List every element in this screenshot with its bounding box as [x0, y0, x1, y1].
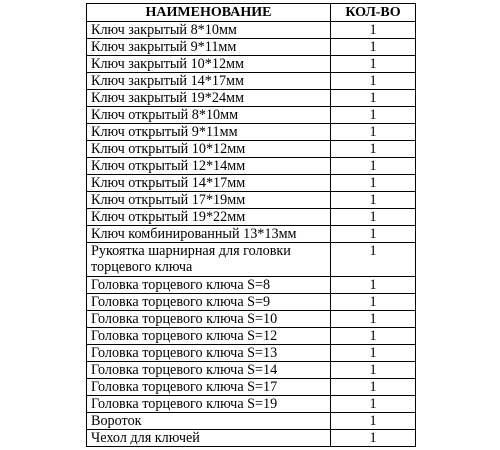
item-quantity: 1	[331, 141, 416, 158]
table-row	[87, 226, 416, 243]
table-row	[87, 22, 416, 39]
item-name: Ключ открытый 8*10мм	[87, 107, 331, 124]
item-quantity: 1	[331, 22, 416, 39]
table-row	[87, 294, 416, 311]
table-row	[87, 311, 416, 328]
table-row	[87, 413, 416, 430]
item-quantity: 1	[331, 175, 416, 192]
column-header-qty: КОЛ-ВО	[331, 4, 416, 22]
table-row	[87, 430, 416, 447]
item-name: Головка торцевого ключа S=10	[87, 311, 331, 328]
item-quantity: 1	[331, 192, 416, 209]
item-name: Головка торцевого ключа S=9	[87, 294, 331, 311]
table-row	[87, 277, 416, 294]
table-row	[87, 243, 416, 277]
item-quantity: 1	[331, 379, 416, 396]
header-row	[87, 4, 416, 22]
item-name: Ключ открытый 12*14мм	[87, 158, 331, 175]
table-row	[87, 141, 416, 158]
table-row	[87, 379, 416, 396]
item-name: Ключ открытый 17*19мм	[87, 192, 331, 209]
item-name: Чехол для ключей	[87, 430, 331, 447]
item-quantity: 1	[331, 345, 416, 362]
item-name: Ключ открытый 10*12мм	[87, 141, 331, 158]
parts-table	[86, 3, 416, 447]
column-header-name: НАИМЕНОВАНИЕ	[87, 4, 331, 22]
item-quantity: 1	[331, 39, 416, 56]
item-name: Головка торцевого ключа S=19	[87, 396, 331, 413]
item-quantity: 1	[331, 413, 416, 430]
item-quantity: 1	[331, 158, 416, 175]
table-row	[87, 175, 416, 192]
item-quantity: 1	[331, 90, 416, 107]
table-row	[87, 56, 416, 73]
item-name: Ключ закрытый 19*24мм	[87, 90, 331, 107]
item-quantity: 1	[331, 311, 416, 328]
item-quantity: 1	[331, 73, 416, 90]
table-row	[87, 345, 416, 362]
item-quantity: 1	[331, 430, 416, 447]
table-row	[87, 158, 416, 175]
item-quantity: 1	[331, 243, 416, 277]
item-name: Вороток	[87, 413, 331, 430]
table-row	[87, 328, 416, 345]
item-quantity: 1	[331, 107, 416, 124]
table-row	[87, 73, 416, 90]
item-quantity: 1	[331, 209, 416, 226]
table-row	[87, 396, 416, 413]
item-name: Ключ закрытый 14*17мм	[87, 73, 331, 90]
table-row	[87, 90, 416, 107]
item-name: Ключ закрытый 9*11мм	[87, 39, 331, 56]
item-quantity: 1	[331, 56, 416, 73]
item-name: Головка торцевого ключа S=12	[87, 328, 331, 345]
table-row	[87, 362, 416, 379]
item-quantity: 1	[331, 124, 416, 141]
table-row	[87, 124, 416, 141]
item-name: Головка торцевого ключа S=14	[87, 362, 331, 379]
table-row	[87, 107, 416, 124]
item-name: Ключ открытый 9*11мм	[87, 124, 331, 141]
table-row	[87, 209, 416, 226]
item-name: Ключ открытый 19*22мм	[87, 209, 331, 226]
item-quantity: 1	[331, 362, 416, 379]
item-name: Головка торцевого ключа S=13	[87, 345, 331, 362]
table-body	[87, 22, 416, 447]
item-quantity: 1	[331, 226, 416, 243]
item-name: Ключ закрытый 8*10мм	[87, 22, 331, 39]
item-quantity: 1	[331, 396, 416, 413]
item-quantity: 1	[331, 328, 416, 345]
item-name: Ключ открытый 14*17мм	[87, 175, 331, 192]
item-name: Ключ комбинированный 13*13мм	[87, 226, 331, 243]
item-quantity: 1	[331, 294, 416, 311]
item-name: Ключ закрытый 10*12мм	[87, 56, 331, 73]
item-name: Рукоятка шарнирная для головки торцевого ключа	[87, 243, 331, 277]
table-row	[87, 39, 416, 56]
item-name: Головка торцевого ключа S=8	[87, 277, 331, 294]
item-name: Головка торцевого ключа S=17	[87, 379, 331, 396]
table-row	[87, 192, 416, 209]
item-quantity: 1	[331, 277, 416, 294]
